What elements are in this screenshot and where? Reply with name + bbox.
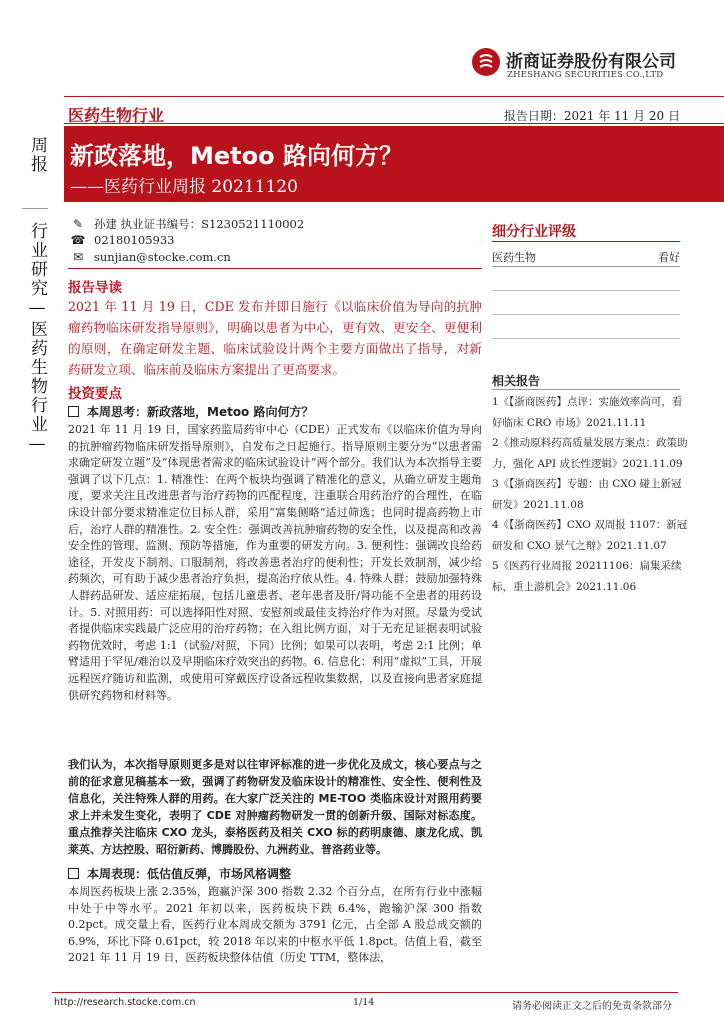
checkbox-bullet-icon [68,868,79,879]
point1-conclusion: 我们认为，本次指导原则更多是对以往审评标准的进一步优化及成文，核心要点与之前的征求意见稿基本一致，强调了药物研发及临床设计的精准性、安全性、便利性及信息化，关注特殊人群的用药。在大家广泛关注的 ME-TOO 类临床设计对照用药要求上并未发生变化，表明了 CDE 对肿瘤药物研发一贯的创新升级、国际对标态度。重点推荐关注临床 CXO 龙头，泰格医药及相关 CXO 标的药明康德、康龙化成、凯莱英、方达控股、昭衍新药、博腾股份、九洲药业、普洛药业等。 [68,758,482,856]
related-item-2[interactable]: 2《推动原料药高质量发展方案点：政策助力，强化 API 成长性逻辑》2021.11.09 [492,437,688,470]
report-date: 报告日期：2021 年 11 月 20 日 [503,109,680,123]
rating-heading: 细分行业评级 [492,224,576,240]
related-rule [492,389,680,390]
rating-value: 看好 [658,251,680,264]
rating-row-rule [492,266,680,267]
rating-sector: 医药生物 [492,251,536,264]
analyst-name-row [70,216,304,232]
report-subtitle: ——医药行业周报 20211120 [70,177,298,197]
email-icon: ✉ [72,250,84,264]
pen-icon: ✎ [72,217,84,231]
contact-rule [68,268,482,269]
point1-body: 2021 年 11 月 19 日，国家药监局药审中心（CDE）正式发布《以临床价值为导向的抗肿瘤药物临床研发指导原则》，自发布之日起施行。指导原则主要分为“以患者需求确定研发立题”及“体现患者需求的临床试验设计”两个部分。我们认为本次指导主要强调了以下几点：1. 精准性：在两个板块均强调了精准化的意义，从确立研发主题角度，要求关注且改进患者与治疗药物的匹配程度，注重联合用药治疗的合理性，在临床设计部分要求精准定位目标人群，采用“富集侧略”适过筛选；也同时提高药物上市后，治疗人群的精准性。2. 安全性：强调改善抗肿瘤药物的安全性，以及提高和改善安全性的管理、监测、预防等措施，作为重要的研发方向。3. 便利性：强调改良给药途径，开发皮下制剂、口服制剂，将改善患者治疗的便利性；开发长效制剂，减少给药频次，可有助于减少患者治疗负担，提高治疗依从性。4. 特殊人群：鼓励加强特殊人群药品研发、适应症拓展，包括儿童患者、老年患者及肝/肾功能不全患者的用药设计。5. 对照用药：可以选择阳性对照、安慰剂或最佳支持治疗作为对照。尽量为受试者提供临床实践最广泛应用的治疗药物；在入组比例方面，对于无充足证据表明试验药物优效时，考虑 1:1（试验/对照，下同）比例；如果可以表明，考虑 2:1 比例；单臂适用于罕见/难治以及早期临床疗效突出的药物。6. 信息化：利用“虚拟”工具，开展远程医疗随访和监测，或使用可穿戴医疗设备远程收集数据，以及直接向患者家庭提供研究药物和材料等。 [68,423,482,702]
side-label-category: 行业研究—医药生物行业— [27,222,47,456]
footer-disclaimer: 请务必阅读正文之后的免责条款部分 [512,1001,672,1012]
rating-empty-rule-2 [492,314,680,315]
analyst-name: 孙建 执业证书编号：S1230521110002 [94,217,305,231]
side-label-report-type: 周报 [27,136,47,174]
analyst-email-row [70,250,231,264]
header-top-rule [64,96,724,97]
rating-empty-rule-1 [492,290,680,291]
analyst-email[interactable]: sunjian@stocke.com.cn [94,250,231,264]
header-bottom-rule [64,123,724,124]
related-item-3[interactable]: 3《【浙商医药】专题：由 CXO 碰上新冠研发》2021.11.08 [492,478,682,511]
related-item-1[interactable]: 1《【浙商医药】点评：实施效率尚可，看好临床 CRO 市场》2021.11.11 [492,396,683,429]
point2-body: 本周医药板块上涨 2.35%，跑赢沪深 300 指数 2.32 个百分点，在所有行业中涨幅中处于中等水平。2021 年初以来，医药板块下跌 6.4%，跑输沪深 300 指数 0.2pct。成交量上看，医药行业本周成交额为 3791 亿元，占全部 A 股总成交额的 6.9%，环比下降 0.61pct，较 2018 年以来的中枢水平低 1.8pct。估值上看，截至 2021 年 11 月 19 日，医药板块整体估值（历史 TTM，整体法， [68,885,482,965]
analyst-phone: 02180105933 [94,233,175,247]
analyst-phone-row [70,233,174,247]
industry-label: 医药生物行业 [68,106,165,125]
rating-rule [492,241,680,242]
company-logo-icon [472,48,500,76]
footer-rule [52,992,678,993]
guide-text: 2021 年 11 月 19 日，CDE 发布并即日施行《以临床价值为导向的抗肿瘤药物临床研发指导原则》，明确以患者为中心，更有效、更安全、更便利的原则，在确定研发主题、临床试验设计两个主要方面做出了指导，对新药研发立项、临床前及临床方案提出了更高要求。 [68,299,482,377]
points-heading: 投资要点 [68,386,122,402]
side-divider [22,208,48,209]
point2-title [68,865,291,882]
logo-mark-icon [472,48,500,76]
point1-title [68,403,313,420]
phone-icon: ☎ [70,233,86,247]
related-item-4[interactable]: 4《【浙商医药】CXO 双周报 1107：新冠研发和 CXO 景气之辩》2021.11.07 [492,519,688,552]
company-name-cn: 浙商证券股份有限公司 [506,52,676,72]
related-heading: 相关报告 [492,374,541,388]
report-title: 新政落地，Metoo 路向何方？ [70,142,403,170]
page-number: 1/14 [353,997,375,1008]
checkbox-bullet-icon [68,406,79,417]
point1-title-text: 本周思考：新政落地，Metoo 路向何方？ [87,405,314,419]
rating-empty-rule-3 [492,338,680,339]
rating-row [492,249,680,265]
related-item-5[interactable]: 5《医药行业周报 20211106：扁集采续标，重上游机会》2021.11.06 [492,560,682,593]
company-name-en: ZHESHANG SECURITIES CO.,LTD [507,70,664,80]
guide-heading: 报告导读 [68,280,122,296]
footer-url[interactable]: http://research.stocke.com.cn [54,997,196,1008]
point2-title-text: 本周表现：低估值反弹，市场风格调整 [87,867,292,881]
